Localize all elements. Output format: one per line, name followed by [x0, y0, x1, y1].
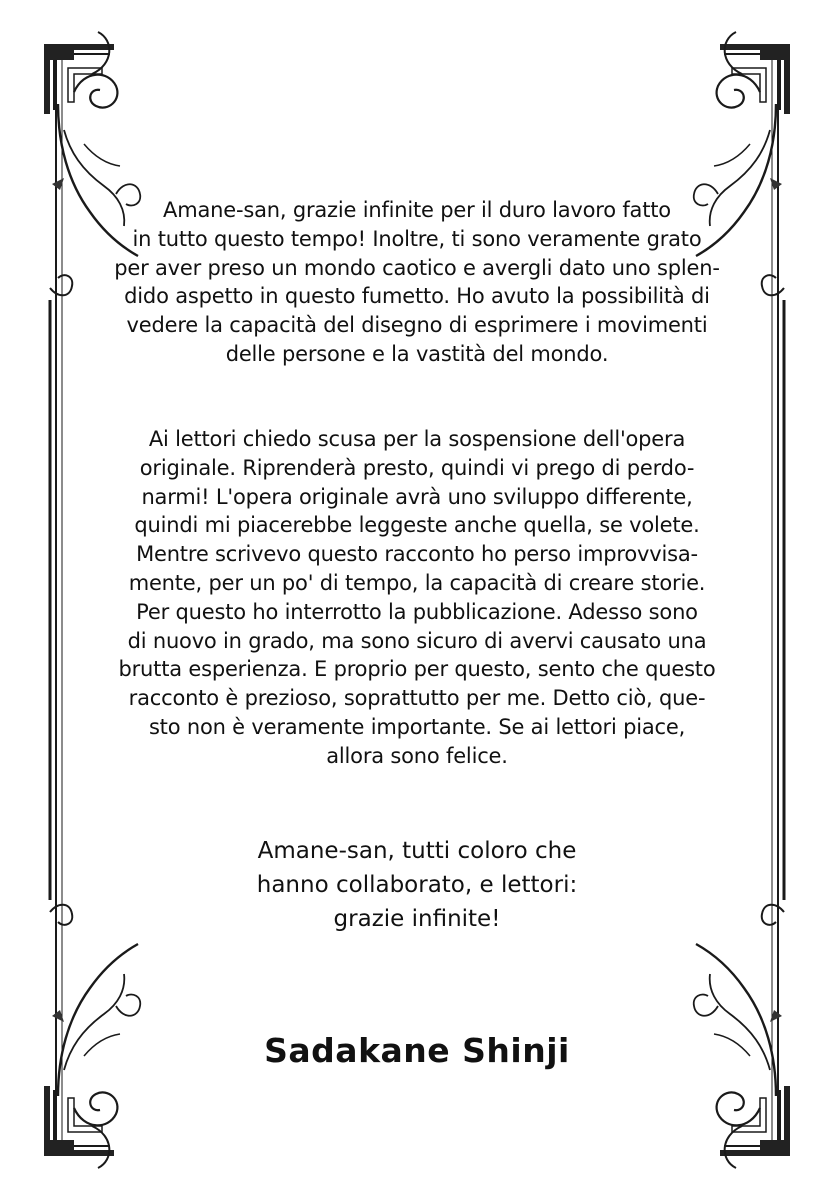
text-line: racconto è prezioso, soprattutto per me. Detto ciò, que-: [128, 686, 706, 711]
readers-paragraph: [110, 425, 724, 771]
text-line: mente, per un po' di tempo, la capacità di creare storie.: [128, 570, 706, 595]
text-line: per aver preso un mondo caotico e avergli dato uno splen-: [114, 255, 720, 280]
text-line: di nuovo in grado, ma sono sicuro di avervi causato una: [127, 628, 707, 653]
text-line: Mentre scrivevo questo racconto ho perso improvvisa-: [136, 542, 698, 567]
text-line: Amane-san, grazie infinite per il duro lavoro fatto: [163, 198, 671, 222]
thanks-note: [110, 834, 724, 936]
text-line: vedere la capacità del disegno di esprimere i movimenti: [126, 313, 708, 338]
author-name: Sadakane Shinji: [264, 1031, 570, 1070]
text-line: originale. Riprenderà presto, quindi vi prego di perdo-: [139, 455, 695, 480]
text-line: Amane-san, tutti coloro che: [257, 838, 577, 864]
acknowledgement-paragraph: [110, 196, 724, 369]
text-line: in tutto questo tempo! Inoltre, ti sono veramente grato: [132, 226, 702, 251]
text-line: Per questo ho interrotto la pubblicazione. Adesso sono: [136, 599, 698, 624]
text-line: brutta esperienza. E proprio per questo, sento che questo: [118, 657, 716, 682]
text-line: narmi! L'opera originale avrà uno sviluppo differente,: [141, 484, 693, 509]
text-line: delle persone e la vastità del mondo.: [225, 341, 609, 366]
text-line: grazie infinite!: [333, 906, 501, 932]
text-line: sto non è veramente importante. Se ai lettori piace,: [148, 714, 686, 739]
text-line: hanno collaborato, e lettori:: [256, 872, 578, 898]
author-signature: [110, 1026, 724, 1076]
text-line: dido aspetto in questo fumetto. Ho avuto la possibilità di: [124, 284, 710, 309]
text-line: quindi mi piacerebbe leggeste anche quella, se volete.: [134, 513, 700, 538]
text-line: allora sono felice.: [326, 743, 508, 768]
text-line: Ai lettori chiedo scusa per la sospensione dell'opera: [148, 427, 686, 451]
